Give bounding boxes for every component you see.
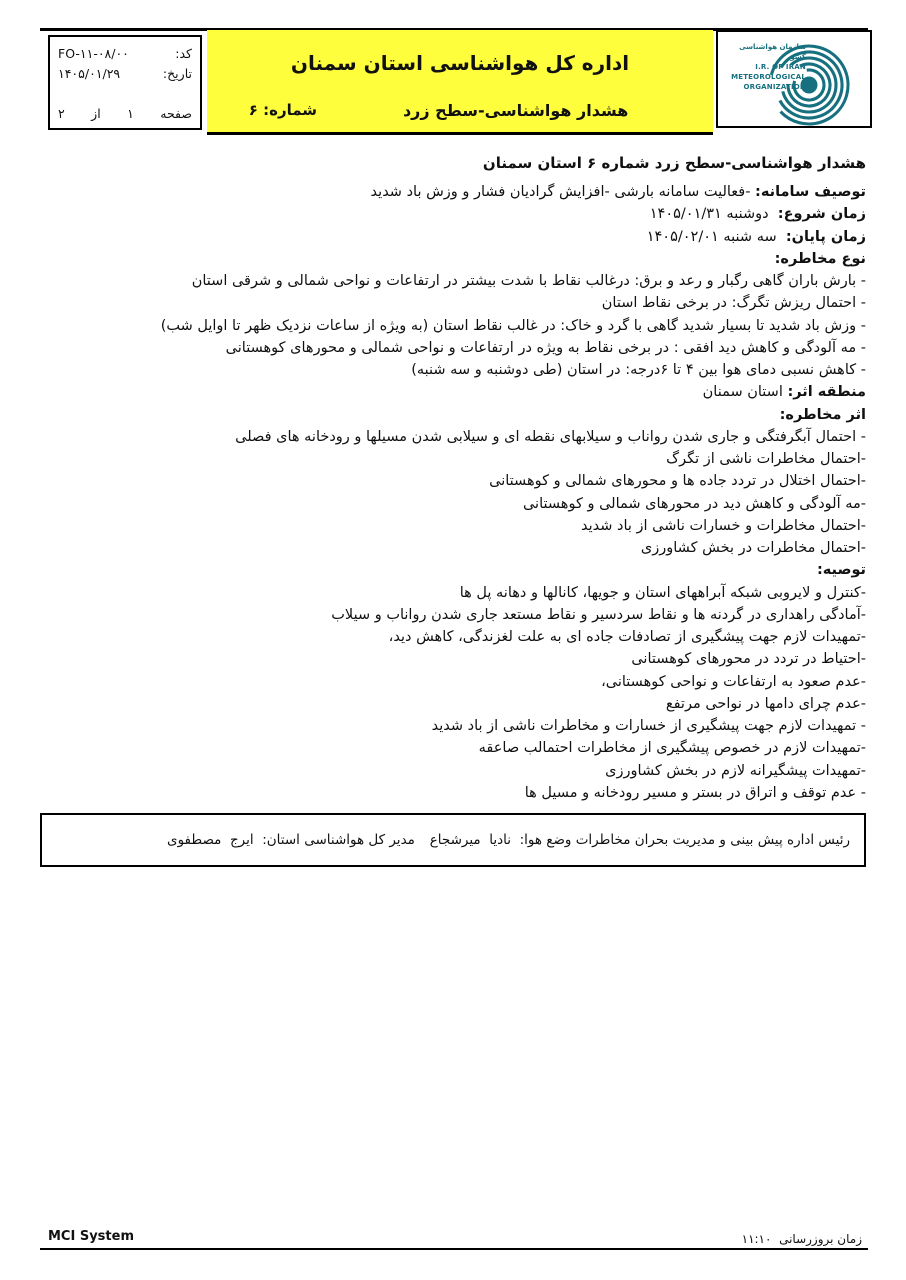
body-line: -احتیاط در تردد در محورهای کوهستانی — [631, 651, 866, 668]
date-row — [58, 66, 192, 81]
page-current: ۱ — [127, 106, 134, 121]
code-value: FO-۱۱-۰۸/۰۰ — [58, 46, 129, 61]
body-line: -تمهیدات لازم در خصوص پیشگیری از مخاطرات احتمالب صاعقه — [478, 740, 866, 757]
body-line: - احتمال ریزش تگرگ: در برخی نقاط استان — [601, 295, 866, 312]
page-label: صفحه — [160, 106, 192, 121]
date-value: ۱۴۰۵/۰۱/۲۹ — [58, 66, 121, 81]
body-line-affected-area: منطقه اثر: استان سمنان — [702, 384, 866, 401]
document-title: هشدار هواشناسی-سطح زرد شماره ۶ استان سمنان — [482, 154, 866, 172]
body-line: -احتمال اختلال در تردد جاده ها و محورهای شمالی و کوهستانی — [489, 473, 866, 490]
header-title-box — [207, 30, 713, 135]
body-line: -احتمال مخاطرات در بخش کشاورزی — [640, 540, 866, 556]
body-line-hazard-effect-heading: اثر مخاطره: — [779, 406, 866, 423]
warning-body — [40, 150, 866, 804]
body-line: - وزش باد شدید تا بسیار شدید گاهی با گرد و خاک: در غالب نقاط استان (به ویژه از ساعات نزدیک ظهر تا اوایل شب) — [160, 317, 866, 334]
director-general-signature: مدیر کل هواشناسی استان: ایرج مصطفوی — [167, 832, 415, 848]
forecast-chief-signature: رئیس اداره پیش بینی و مدیریت بحران مخاطرات وضع هوا: نادیا میرشجاع — [429, 832, 850, 848]
body-line-hazard-type-heading: نوع مخاطره: — [774, 250, 866, 267]
logo-org-name-line1: I.R. OF IRAN — [755, 63, 806, 71]
body-line: - احتمال آبگرفتگی و جاری شدن رواناب و سیلابهای نقطه ای و سیلابی شدن مسیلها و رودخانه های فصلی — [235, 428, 866, 445]
footer-divider-line — [40, 1248, 868, 1250]
logo-box — [716, 30, 872, 128]
organization-title: اداره کل هواشناسی استان سمنان — [290, 51, 630, 75]
footer-system-name: MCI System — [48, 1229, 134, 1244]
logo-org-name-line2: METEOROLOGICAL — [731, 73, 806, 81]
body-line: -آمادگی راهداری در گردنه ها و نقاط سردسیر و نقاط مستعد جاری شدن رواناب و سیلاب — [331, 606, 866, 623]
body-line-system-description: توصیف سامانه: -فعالیت سامانه بارشی -افزایش گرادیان فشار و وزش باد شدید — [370, 184, 866, 200]
code-row — [58, 46, 192, 61]
body-line: -احتمال مخاطرات ناشی از تگرگ — [666, 451, 866, 467]
page-total: ۲ — [58, 106, 65, 121]
body-line: - عدم توقف و اتراق در بستر و مسیر رودخانه و مسیل ها — [524, 784, 866, 801]
body-line-advice-heading: توصیه: — [816, 562, 866, 579]
body-line: - مه آلودگی و کاهش دید افقی : در برخی نقاط به ویژه در ارتفاعات و نواحی شمالی و محورهای کوهستانی — [225, 339, 866, 356]
body-line-start-time: زمان شروع: دوشنبه ۱۴۰۵/۰۱/۳۱ — [649, 206, 866, 223]
body-line: - کاهش نسبی دمای هوا بین ۴ تا ۶درجه: در استان (طی دوشنبه و سه شنبه) — [411, 362, 866, 378]
signature-box — [40, 813, 866, 867]
body-line: - تمهیدات لازم جهت پیشگیری از خسارات و مخاطرات ناشی از باد شدید — [431, 718, 866, 734]
body-line: -احتمال مخاطرات و خسارات ناشی از باد شدید — [580, 517, 866, 534]
body-line: -کنترل و لایروبی شبکه آبراههای استان و جویها، کانالها و دهانه پل ها — [459, 584, 866, 601]
logo-text — [720, 42, 806, 92]
date-label: تاریخ: — [162, 66, 192, 81]
footer-update-time: زمان بروزرسانی ۱۱:۱۰ — [741, 1232, 862, 1246]
body-line-end-time: زمان پایان: سه شنبه ۱۴۰۵/۰۲/۰۱ — [646, 228, 866, 245]
code-label: کد: — [175, 46, 192, 61]
body-line: -تمهیدات پیشگیرانه لازم در بخش کشاورزی — [605, 762, 866, 779]
warning-number: شماره: ۶ — [248, 101, 318, 119]
logo-org-name-persian: سازمان هواشناسی کشور — [739, 43, 806, 61]
warning-title-row — [207, 101, 713, 125]
body-line: -مه آلودگی و کاهش دید در محورهای شمالی و کوهستانی — [522, 495, 866, 512]
page-row — [58, 106, 192, 121]
logo-org-name-line3: ORGANIZATION — [743, 83, 806, 91]
body-line: -تمهیدات لازم جهت پیشگیری از تصادفات جاده ای به علت لغزندگی، کاهش دید، — [388, 629, 866, 645]
document-meta-box — [48, 35, 202, 130]
body-line: -عدم چرای دامها در نواحی مرتفع — [665, 695, 866, 712]
body-line: -عدم صعود به ارتفاعات و نواحی کوهستانی، — [601, 673, 866, 690]
page-of-label: از — [91, 106, 101, 121]
body-line: - بارش باران گاهی رگبار و رعد و برق: درغالب نقاط با شدت بیشتر در ارتفاعات و نواحی شمالی و شرقی استان — [191, 273, 866, 289]
warning-level-title: هشدار هواشناسی-سطح زرد — [402, 101, 629, 120]
